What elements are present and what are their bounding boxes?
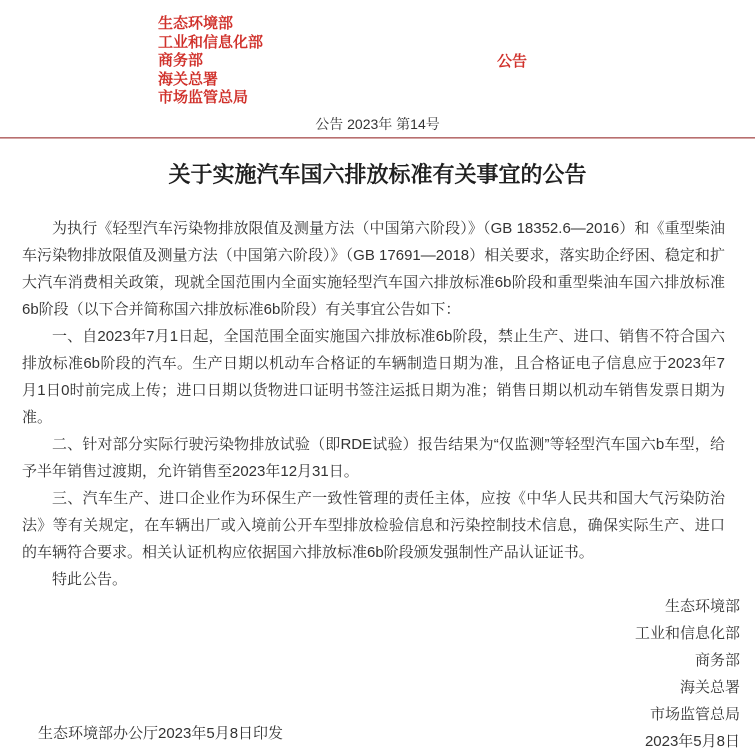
announcement-type-label: 公告 bbox=[497, 53, 528, 70]
issuing-agency: 海关总署 bbox=[158, 70, 219, 88]
issuing-agency: 市场监管总局 bbox=[158, 89, 249, 106]
paragraph-closing: 特此公告。 bbox=[52, 571, 128, 588]
signature-line: 生态环境部 bbox=[664, 598, 740, 615]
signature-line: 市场监管总局 bbox=[649, 706, 740, 723]
document-title: 关于实施汽车国六排放标准有关事宜的公告 bbox=[168, 162, 587, 187]
issuing-agency: 工业和信息化部 bbox=[158, 33, 264, 51]
paragraph-item-2: 二、针对部分实际行驶污染物排放试验（即RDE试验）报告结果为“仅监测”等轻型汽车国六b车型，给予半年销售过渡期，允许销售至2023年12月31日。 bbox=[22, 436, 725, 480]
signature-line: 海关总署 bbox=[679, 679, 740, 696]
document-body bbox=[22, 215, 740, 750]
signature-date: 2023年5月8日 bbox=[644, 733, 740, 750]
paragraph-intro: 为执行《轻型汽车污染物排放限值及测量方法（中国第六阶段）》（GB 18352.6—2016）和《重型柴油车污染物排放限值及测量方法（中国第六阶段）》（GB 17691—2018）相关要求，落实助企纾困、稳定和扩大汽车消费相关政策，现就全国范围内全面实施轻型汽车国六排放标准6b阶段和重型柴油车国六排放标准6b阶段（以下合并简称国六排放标准6b阶段）有关事宜公告如下： bbox=[22, 220, 725, 318]
header-divider bbox=[0, 137, 755, 139]
signature-line: 商务部 bbox=[694, 652, 740, 669]
issuing-agencies bbox=[158, 15, 263, 108]
paragraph-item-1: 一、自2023年7月1日起，全国范围全面实施国六排放标准6b阶段，禁止生产、进口、销售不符合国六排放标准6b阶段的汽车。生产日期以机动车合格证的车辆制造日期为准，且合格证电子信息应于2023年7月1日0时前完成上传；进口日期以货物进口证明书签注运抵日期为准；销售日期以机动车销售发票日期为准。 bbox=[22, 328, 725, 426]
document-number: 公告 2023年 第14号 bbox=[315, 116, 440, 132]
footer-imprint: 生态环境部办公厅2023年5月8日印发 bbox=[38, 725, 284, 742]
paragraph-item-3: 三、汽车生产、进口企业作为环保生产一致性管理的责任主体，应按《中华人民共和国大气污染防治法》等有关规定，在车辆出厂或入境前公开车型排放检验信息和污染控制技术信息，确保实际生产、进口的车辆符合要求。相关认证机构应依据国六排放标准6b阶段颁发强制性产品认证证书。 bbox=[22, 490, 725, 561]
issuing-agency: 生态环境部 bbox=[158, 15, 234, 32]
issuing-agency: 商务部 bbox=[158, 52, 204, 69]
signature-line: 工业和信息化部 bbox=[634, 625, 740, 642]
